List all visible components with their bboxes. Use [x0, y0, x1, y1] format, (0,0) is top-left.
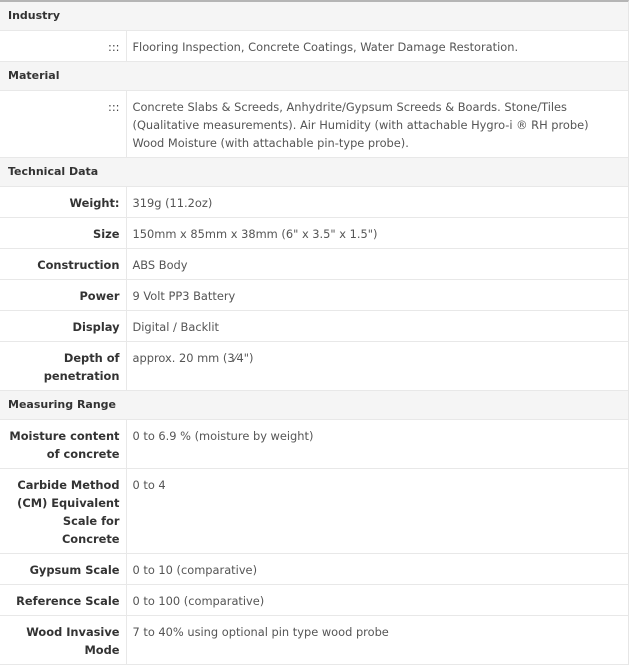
table-row: [0, 249, 628, 280]
table-row: [0, 554, 628, 585]
table-row: [0, 218, 628, 249]
row-label: Display: [0, 311, 126, 342]
section-title: Material: [0, 62, 628, 91]
row-label: Weight:: [0, 187, 126, 218]
row-value: 7 to 40% using optional pin type wood probe: [126, 616, 628, 665]
section-title: Technical Data: [0, 158, 628, 187]
row-label: :::: [0, 91, 126, 158]
table-row: [0, 31, 628, 62]
table-row: [0, 91, 628, 158]
row-label: :::: [0, 31, 126, 62]
row-value: 9 Volt PP3 Battery: [126, 280, 628, 311]
section-title: Industry: [0, 2, 628, 31]
section-title: Measuring Range: [0, 391, 628, 420]
section-header-technical-data: [0, 158, 628, 187]
row-value: ABS Body: [126, 249, 628, 280]
row-value: 0 to 4: [126, 469, 628, 554]
table-row: [0, 280, 628, 311]
table-row: [0, 585, 628, 616]
section-header-industry: [0, 2, 628, 31]
row-value: 0 to 10 (comparative): [126, 554, 628, 585]
row-value: 319g (11.2oz): [126, 187, 628, 218]
table-row: [0, 311, 628, 342]
row-label: Depth of penetration: [0, 342, 126, 391]
row-label: Size: [0, 218, 126, 249]
section-header-measuring-range: [0, 391, 628, 420]
table-row: [0, 420, 628, 469]
row-label: Construction: [0, 249, 126, 280]
row-value: 0 to 100 (comparative): [126, 585, 628, 616]
row-label: Gypsum Scale: [0, 554, 126, 585]
row-label: Wood Invasive Mode: [0, 616, 126, 665]
row-label: Reference Scale: [0, 585, 126, 616]
table-row: [0, 616, 628, 665]
row-label: Moisture content of concrete: [0, 420, 126, 469]
row-value: 150mm x 85mm x 38mm (6" x 3.5" x 1.5"): [126, 218, 628, 249]
row-label: Carbide Method (CM) Equivalent Scale for Concrete: [0, 469, 126, 554]
row-value: Digital / Backlit: [126, 311, 628, 342]
row-value: 0 to 6.9 % (moisture by weight): [126, 420, 628, 469]
table-row: [0, 187, 628, 218]
table-row: [0, 469, 628, 554]
table-row: [0, 342, 628, 391]
row-value: approx. 20 mm (3⁄4"): [126, 342, 628, 391]
specifications-table: [0, 2, 628, 665]
row-value: Flooring Inspection, Concrete Coatings, Water Damage Restoration.: [126, 31, 628, 62]
row-label: Power: [0, 280, 126, 311]
row-value: Concrete Slabs & Screeds, Anhydrite/Gypsum Screeds & Boards. Stone/Tiles (Qualitative measurements). Air Humidity (with attachable Hygro-i ® RH probe) Wood Moisture (with attachable pin-type probe).: [126, 91, 628, 158]
section-header-material: [0, 62, 628, 91]
